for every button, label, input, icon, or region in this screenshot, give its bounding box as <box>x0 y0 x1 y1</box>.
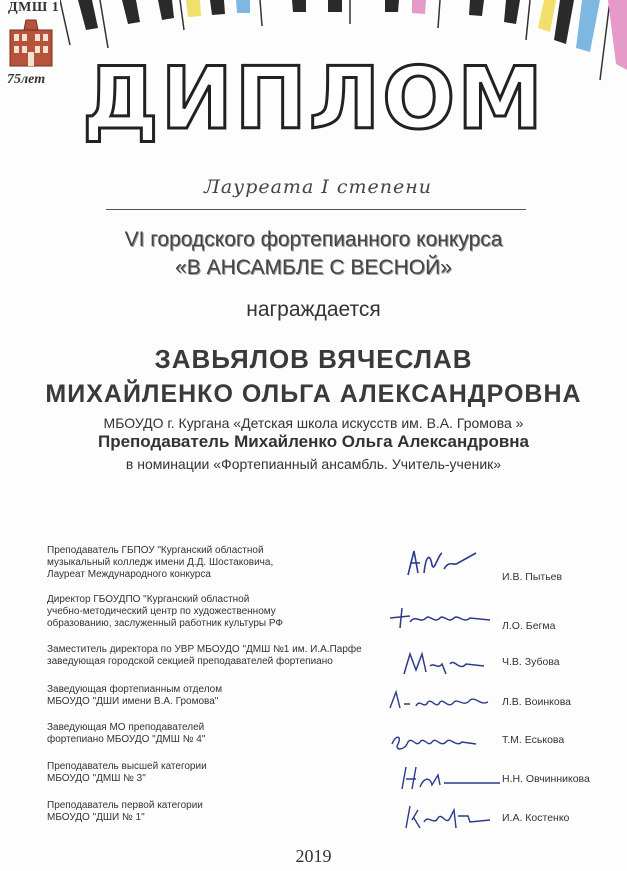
signer-name: Л.В. Воинкова <box>502 696 572 708</box>
signature-row <box>0 545 627 589</box>
signature-row <box>0 722 627 766</box>
signer-title: Директор ГБОУДПО "Курганский областной учебно-методический центр по художественному образованию, заслуженный работник культуры РФ <box>47 594 284 629</box>
signature-row <box>0 594 627 638</box>
signer-title: Преподаватель ГБПОУ "Курганский областной музыкальный колледж имени Д.Д. Шостаковича, Лауреат Международного конкурса <box>47 545 274 580</box>
underline <box>106 209 526 210</box>
signer-name: Ч.В. Зубова <box>502 656 560 668</box>
signer-name: Н.Н. Овчинникова <box>502 773 590 785</box>
signer-name: И.А. Костенко <box>502 812 570 824</box>
signer-title: Преподаватель первой категории МБОУДО "ДШИ № 1" <box>47 800 203 823</box>
handwritten-signature <box>380 684 500 720</box>
contest-line-1: VI городского фортепианного конкурса <box>124 228 503 251</box>
handwritten-signature <box>380 800 500 836</box>
signature-row <box>0 761 627 805</box>
diploma-year: 2019 <box>295 846 332 866</box>
recipient-name-2: МИХАЙЛЕНКО ОЛЬГА АЛЕКСАНДРОВНА <box>45 380 582 408</box>
laureate-degree: Лауреата I степени <box>203 176 432 198</box>
nomination-line: в номинации «Фортепианный ансамбль. Учитель-ученик» <box>125 456 502 472</box>
logo-title: ДМШ 1 <box>8 0 60 15</box>
signer-title: Заведующая фортепианным отделом МБОУДО "ДШИ имени В.А. Громова" <box>47 684 223 707</box>
signer-title: Заместитель директора по УВР МБОУДО "ДМШ №1 им. И.А.Парфе заведующая городской секцией преподавателей фортепиано <box>47 644 362 667</box>
awarded-label: награждается <box>246 298 381 321</box>
handwritten-signature <box>380 644 500 680</box>
signer-name: И.В. Пытьев <box>502 571 563 583</box>
teacher-line: Преподаватель Михайленко Ольга Александровна <box>97 432 530 451</box>
signer-name: Т.М. Еськова <box>502 734 565 746</box>
signature-row <box>0 644 627 688</box>
contest-line-2: «В АНСАМБЛЕ С ВЕСНОЙ» <box>175 256 452 279</box>
signer-name: Л.О. Бегма <box>502 620 556 632</box>
logo-years: 75лет <box>7 72 46 87</box>
diploma-title: ДИПЛОМ <box>82 49 545 149</box>
handwritten-signature <box>380 722 500 758</box>
signer-title: Заведующая МО преподавателей фортепиано МБОУДО "ДМШ № 4" <box>47 722 206 745</box>
signature-row <box>0 800 627 844</box>
school-name: МБОУДО г. Кургана «Детская школа искусств им. В.А. Громова » <box>103 415 524 431</box>
handwritten-signature <box>380 594 500 630</box>
handwritten-signature <box>380 761 500 797</box>
signer-title: Преподаватель высшей категории МБОУДО "ДМШ № 3" <box>47 761 207 784</box>
handwritten-signature <box>380 545 500 581</box>
recipient-name-1: ЗАВЬЯЛОВ ВЯЧЕСЛАВ <box>154 344 473 374</box>
